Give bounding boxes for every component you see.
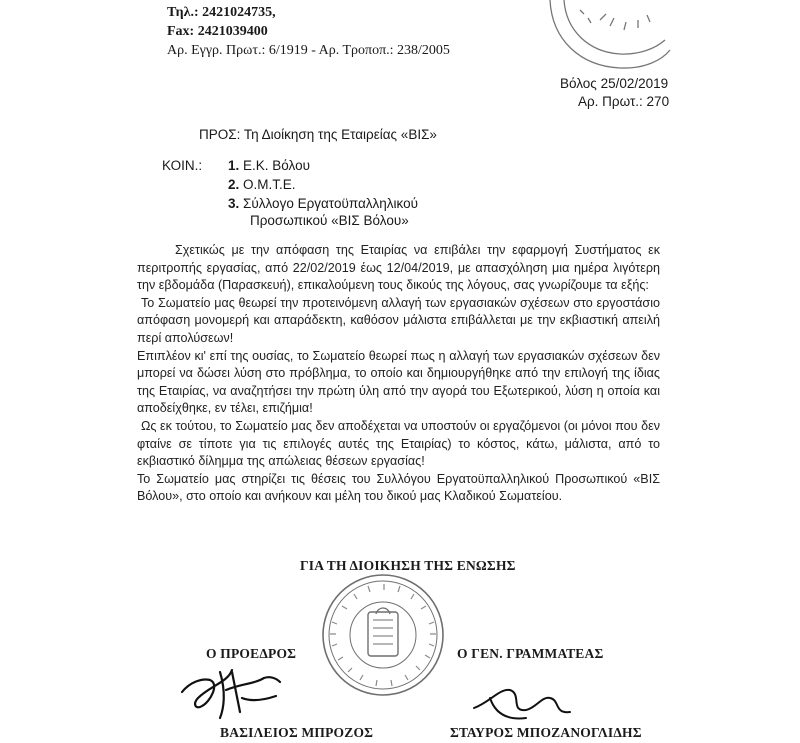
signatures-heading: ΓΙΑ ΤΗ ΔΙΟΙΚΗΣΗ ΤΗΣ ΕΝΩΣΗΣ (300, 558, 516, 573)
letter-body (137, 242, 660, 506)
body-paragraph-3: Επιπλέον κι' επί της ουσίας, το Σωματείο θεωρεί πως η αλλαγή των εργασιακών σχέσεων δεν μπορεί να δώσει λύση στο πρόβλημα, το οποίο και δημιουργήθηκε από την επιλογή της ίδιας της Εταιρίας, να αναζητήσει την πρώτη ύλη από την αγορά του Εξωτερικού, λύση η οποία και αποδείχθηκε, εν τέλει, επιζήμια! (137, 348, 660, 416)
body-paragraph-2: Το Σωματείο μας θεωρεί την προτεινόμενη αλλαγή των εργασιακών σχέσεων στο εργοστάσιο απόφαση μονομερή και απαράδεκτη, καθόσον μάλιστα επιβάλλεται με την εκβιαστική απειλή περί απολύσεων! (137, 295, 660, 345)
top-seal-stamp (540, 0, 670, 72)
president-title: Ο ΠΡΟΕΔΡΟΣ (206, 646, 297, 661)
body-paragraph-5: Το Σωματείο μας στηρίζει τις θέσεις του Συλλόγου Εργατοϋπαλληλικού Προσωπικού «ΒΙΣ Βόλου», στο οποίο και ανήκουν και μέλη του δικού μας Κλαδικού Σωματείου. (137, 471, 660, 504)
secretary-signature (470, 668, 580, 728)
header-registration: Αρ. Εγγρ. Πρωτ.: 6/1919 - Αρ. Τροποπ.: 238/2005 (167, 43, 450, 58)
copies-item-number: 2. (228, 177, 240, 192)
copies-item-3-continuation: Προσωπικού «ΒΙΣ Βόλου» (250, 213, 409, 228)
copies-item-1 (228, 157, 310, 175)
recipient-line: ΠΡΟΣ: Τη Διοίκηση της Εταιρείας «ΒΙΣ» (199, 127, 437, 142)
copies-item-3 (228, 195, 418, 213)
president-signature (180, 662, 290, 722)
body-paragraph-4: Ως εκ τούτου, το Σωματείο μας δεν αποδέχεται να υποστούν οι εργαζόμενοι (οι μόνοι που δεν φταίνε σε τίποτε για τις επιλογές αυτές της Εταιρίας) το κόστος, κάτω, μάλιστα, από το εκβιαστικό δίλημμα της απώλειας θέσεων εργασίας! (137, 418, 660, 469)
copies-item-2 (228, 176, 296, 194)
copies-item-text: Ο.Μ.Τ.Ε. (243, 177, 296, 192)
copies-item-number: 1. (228, 158, 240, 173)
copies-item-text: Ε.Κ. Βόλου (243, 158, 310, 173)
protocol-number: Αρ. Πρωτ.: 270 (578, 94, 670, 109)
letter-date: Βόλος 25/02/2019 (560, 76, 669, 91)
header-fax: Fax: 2421039400 (167, 24, 268, 39)
president-name: ΒΑΣΙΛΕΙΟΣ ΜΠΡΟΖΟΣ (220, 725, 374, 740)
header-phone: Τηλ.: 2421024735, (167, 5, 276, 20)
copies-item-number: 3. (228, 196, 240, 211)
secretary-name: ΣΤΑΥΡΟΣ ΜΠΟΖΑΝΟΓΛΙΔΗΣ (450, 725, 642, 740)
body-paragraph-1: Σχετικώς με την απόφαση της Εταιρίας να επιβάλει την εφαρμογή Συστήματος εκ περιτροπής εργασίας, από 22/02/2019 έως 12/04/2019, με απασχόληση μια ημέρα λιγότερη την εβδομάδα (Παρασκευή), επικαλούμενη τους δικούς της λόγους, σας γνωρίζουμε τα εξής: (137, 243, 660, 293)
secretary-title: Ο ΓΕΝ. ΓΡΑΜΜΑΤΕΑΣ (457, 646, 604, 661)
copies-label: ΚΟΙΝ.: (162, 158, 203, 173)
copies-item-text: Σύλλογο Εργατοϋπαλληλικού (243, 196, 419, 211)
union-seal-stamp (318, 570, 448, 700)
